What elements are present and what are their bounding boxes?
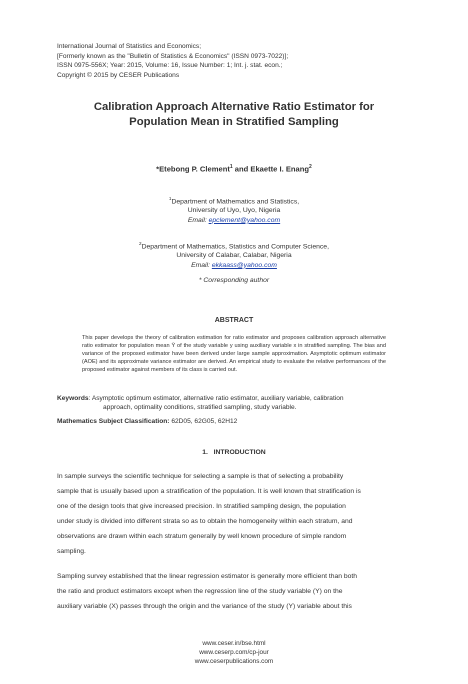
author-affiliation-mark: 1 xyxy=(229,164,233,170)
msc-codes: 62D05, 62G05, 62H12 xyxy=(171,418,238,425)
text-line: under study is divided into different strata so as to obtain the homogeneity within each stratum, and xyxy=(57,517,353,525)
subject-classification xyxy=(57,418,412,425)
corresponding-author-note: * Corresponding author xyxy=(198,277,270,284)
text-line: one of the design tools that give increased precision. In stratified sampling design, the population xyxy=(57,502,346,510)
text-line: sampling. xyxy=(57,547,86,555)
email-link[interactable]: ekkaass@yahoo.com xyxy=(211,261,277,269)
affiliation-department: Department of Mathematics and Statistics, xyxy=(171,198,300,206)
affiliation-institution: University of Calabar, Calabar, Nigeria xyxy=(176,252,292,260)
journal-header-line: ISSN 0975-556X; Year: 2015, Volume: 16, Issue Number: 1; Int. j. stat. econ.; xyxy=(57,62,283,70)
email-label: Email: xyxy=(191,261,212,269)
email-label: Email: xyxy=(187,216,209,224)
footer-link[interactable]: www.ceserp.com/cp-jour xyxy=(199,649,269,657)
text-line: the ratio and product estimators except when the regression line of the study variable (Y) on the xyxy=(57,587,343,595)
journal-header-line: International Journal of Statistics and Economics; xyxy=(57,43,202,50)
paper-title-line: Calibration Approach Alternative Ratio Estimator for xyxy=(93,101,375,113)
keywords-label: Keywords xyxy=(57,395,89,402)
affiliation-institution: University of Uyo, Uyo, Nigeria xyxy=(187,207,281,215)
text-line: observations are drawn within each stratum generally by well known procedure of simple random xyxy=(57,532,347,540)
msc-label: Mathematics Subject Classification: xyxy=(57,418,172,425)
abstract-heading: ABSTRACT xyxy=(214,317,254,324)
text-line: Sampling survey established that the linear regression estimator is generally more efficient than both xyxy=(57,573,358,580)
affiliation-2 xyxy=(0,239,468,270)
journal-header-line: [Formerly known as the "Bulletin of Statistics & Economics" (ISSN 0973-7022)]; xyxy=(57,52,289,60)
introduction-paragraph-1 xyxy=(57,470,412,559)
paper-title-line: Population Mean in Stratified Sampling xyxy=(129,116,339,128)
author-list xyxy=(0,164,468,174)
author-name: *Etebong P. Clement xyxy=(156,164,230,174)
footer-link[interactable]: www.ceser.in/bse.html xyxy=(202,640,266,647)
paper-title xyxy=(40,100,428,130)
text-line: In sample surveys the scientific technique for selecting a sample is that of selecting a probability xyxy=(57,473,344,480)
journal-header xyxy=(57,42,417,80)
page-footer xyxy=(0,639,468,667)
email-link[interactable]: epclement@yahoo.com xyxy=(208,216,281,224)
introduction-paragraph-2 xyxy=(57,570,412,615)
text-line: sample that is usually based upon a stratification of the population. It is well known that stratification is xyxy=(57,487,361,495)
text-line: auxiliary variable (X) passes through the origin and the variance of the study (Y) variable about this xyxy=(57,602,352,610)
author-separator: and xyxy=(232,164,251,174)
affiliation-mark: 1 xyxy=(168,196,172,201)
abstract-text: This paper develops the theory of calibration estimation for ratio estimator and proposes calibration approach alternative ratio estimator for population mean Ȳ of the study variable y using auxiliary variable x in stratified sampling. The bias and variance of the proposed estimator have been derived under large sample approximation. Asymptotic optimum estimator (AOE) and its approximate variance estimator are derived. An empirical study to evaluate the relative performances of the proposed estimator against members of its class is carried out. xyxy=(82,335,386,373)
affiliation-mark: 2 xyxy=(139,241,142,246)
keywords-list: : Asymptotic optimum estimator, alternative ratio estimator, auxiliary variable, calibration xyxy=(88,395,344,402)
keywords xyxy=(57,394,412,412)
journal-header-line: Copyright © 2015 by CESER Publications xyxy=(57,71,180,79)
footer-link[interactable]: www.ceserpublications.com xyxy=(194,658,274,666)
affiliation-1 xyxy=(0,194,468,225)
affiliation-department: Department of Mathematics, Statistics and Computer Science, xyxy=(141,243,329,251)
author-name: Ekaette I. Enang xyxy=(250,164,310,174)
keywords-list-continued: approach, optimality conditions, stratified sampling, study variable. xyxy=(103,404,297,412)
author-affiliation-mark: 2 xyxy=(309,164,312,170)
section-heading: 1. INTRODUCTION xyxy=(202,449,266,456)
